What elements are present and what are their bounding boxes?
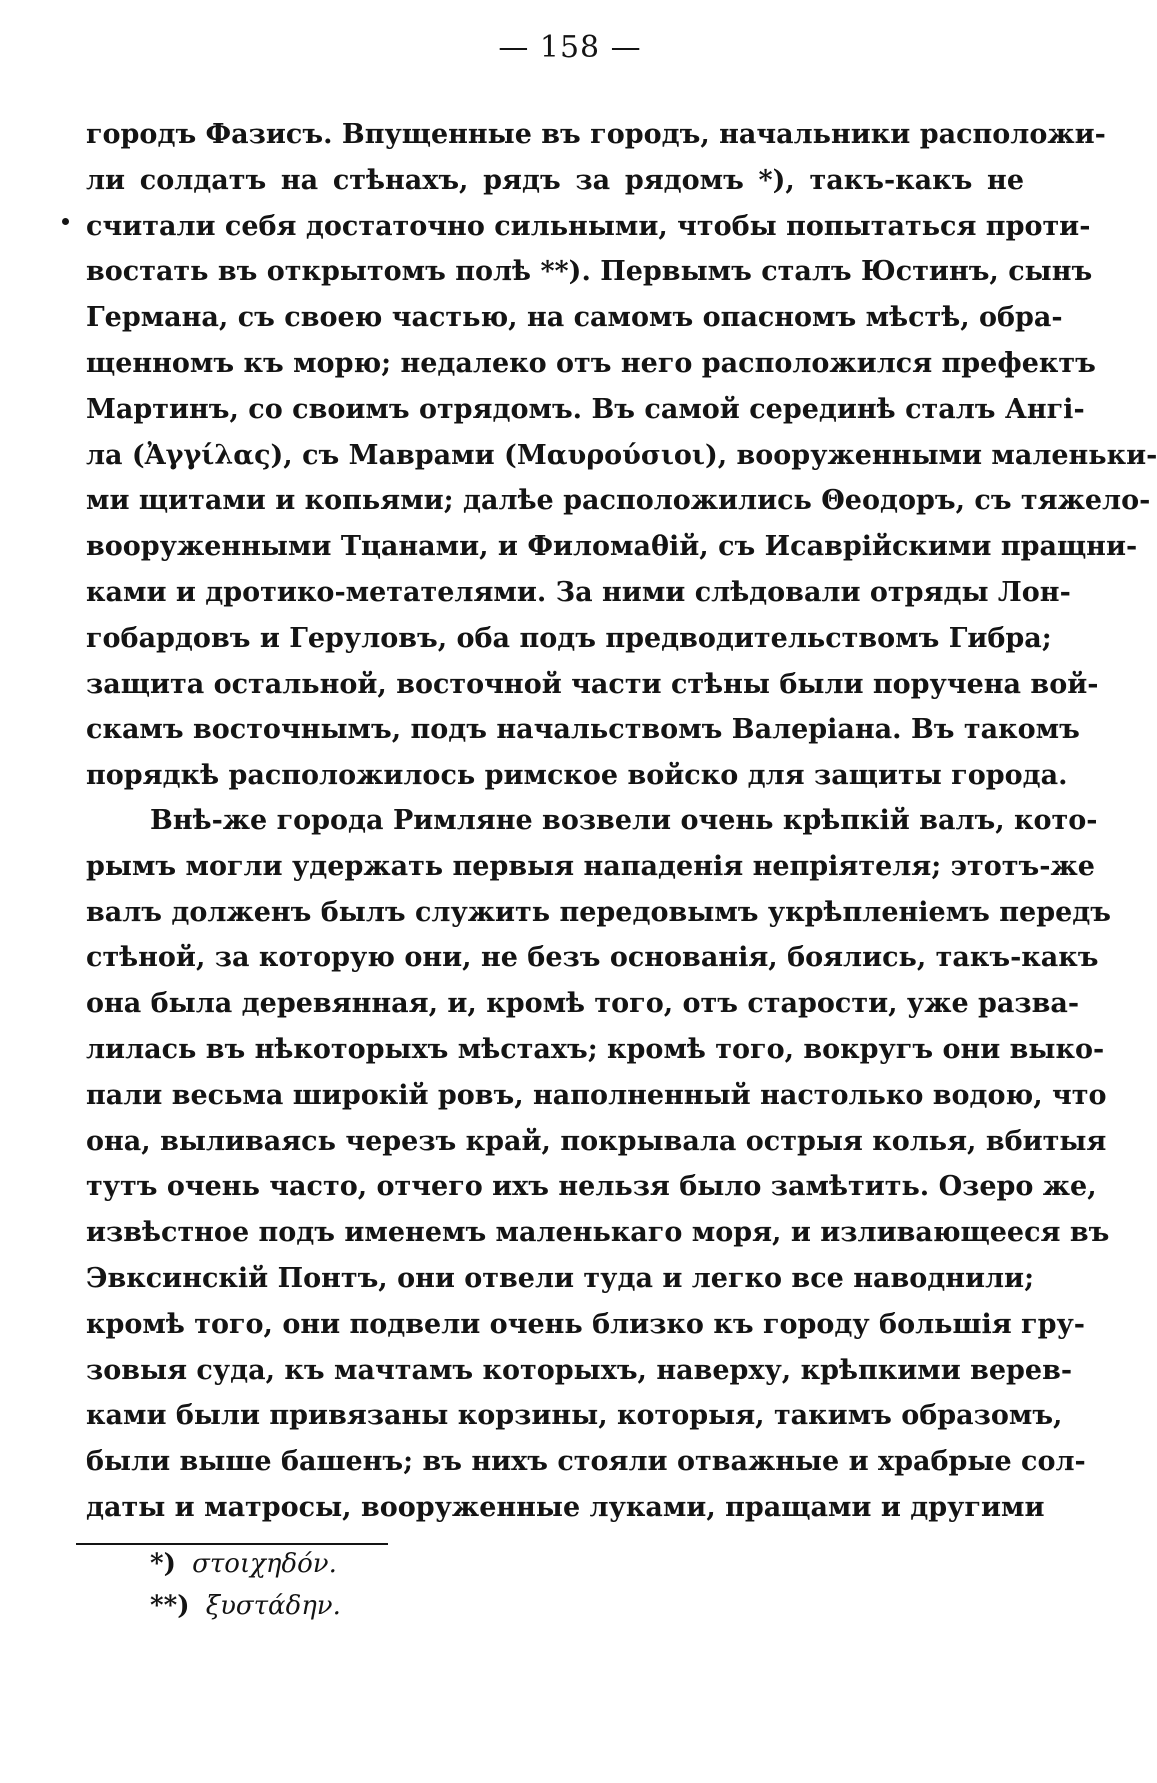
text-line: рымъ могли удержать первыя нападенiя непрiятеля; этотъ-же [86,850,1095,882]
text-line: считали себя достаточно сильными, чтобы попытаться проти- [86,210,1091,242]
footnote-text: στοιχηδόν. [192,1549,337,1579]
text-line: даты и матросы, вооруженные луками, пращами и другими [86,1491,1045,1523]
text-line: гобардовъ и Геруловъ, оба подъ предводительствомъ Гибра; [86,622,1052,654]
text-line: она, выливаясь черезъ край, покрывала острыя колья, вбитыя [86,1125,1107,1157]
text-line: защита остальной, восточной части стѣны были поручена вой- [86,668,1099,700]
text-line: ла (Ἀγγίλας), съ Маврами (Μαυρούσιοι), вооруженными маленьки- [86,439,1157,471]
page-number: — 158 — [498,30,642,65]
text-line: щенномъ къ морю; недалеко отъ него расположился префектъ [86,347,1096,379]
text-line: стѣной, за которую они, не безъ основанiя, боялись, такъ-какъ [86,942,1099,974]
text-line: ками были привязаны корзины, которыя, такимъ образомъ, [86,1400,1063,1432]
text-line: кромѣ того, они подвели очень близко къ городу большiя гру- [86,1308,1085,1340]
text-line: Внѣ-же города Римляне возвели очень крѣпкiй валъ, кото- [150,805,1098,836]
text-line: Германа, съ своею частью, на самомъ опасномъ мѣстѣ, обра- [86,302,1063,334]
text-line: ками и дротико-метателями. За ними слѣдовали отряды Лон- [86,576,1071,608]
text-line: ми щитами и копьями; далѣе расположились Θеодоръ, съ тяжело- [86,485,1151,517]
text-line: скамъ восточнымъ, подъ начальствомъ Валерiана. Въ такомъ [86,714,1080,746]
text-line: валъ долженъ былъ служить передовымъ укрѣпленiемъ передъ [86,896,1111,928]
text-line: порядкѣ расположилось римское войско для защиты города. [86,760,1068,792]
text-line: Эвксинскiй Понтъ, они отвели туда и легко все наводнили; [86,1262,1035,1294]
text-line: извѣстное подъ именемъ маленькаго моря, и изливающееся въ [86,1217,1110,1249]
text-line: городъ Фазисъ. Впущенные въ городъ, начальники расположи- [86,119,1106,150]
footnote-marker: *) [150,1549,176,1579]
text-line: пали весьма широкiй ровъ, наполненный настолько водою, что [86,1079,1107,1111]
text-line: были выше башенъ; въ нихъ стояли отважные и храбрые сол- [86,1446,1086,1478]
text-line: зовыя суда, къ мачтамъ которыхъ, наверху, крѣпкими верев- [86,1354,1073,1386]
paragraph-2 [86,798,1111,1531]
footnote-text: ξυστάδην. [205,1591,341,1621]
text-line: Мартинъ, со своимъ отрядомъ. Въ самой серединѣ сталъ Ангi- [86,393,1085,425]
text-line: она была деревянная, и, кромѣ того, отъ старости, уже разва- [86,988,1080,1020]
text-line: востать въ открытомъ полѣ **). Первымъ сталъ Юстинъ, сынъ [86,256,1093,288]
text-line: ли солдатъ на стѣнахъ, рядъ за рядомъ *), такъ-какъ не [86,164,1024,196]
text-line: лилась въ нѣкоторыхъ мѣстахъ; кромѣ того, вокругъ они выко- [86,1033,1105,1065]
footnote-1 [150,1546,337,1582]
paragraph-1 [86,112,1157,799]
footnote-marker: **) [150,1591,190,1621]
footnote-rule [76,1543,388,1545]
margin-mark [62,218,69,225]
text-line: тутъ очень часто, отчего ихъ нельзя было замѣтить. Озеро же, [86,1171,1097,1203]
text-line: вооруженными Тцанами, и Филомаθiй, съ Исаврiйскими пращни- [86,531,1138,563]
footnote-2 [150,1588,341,1624]
